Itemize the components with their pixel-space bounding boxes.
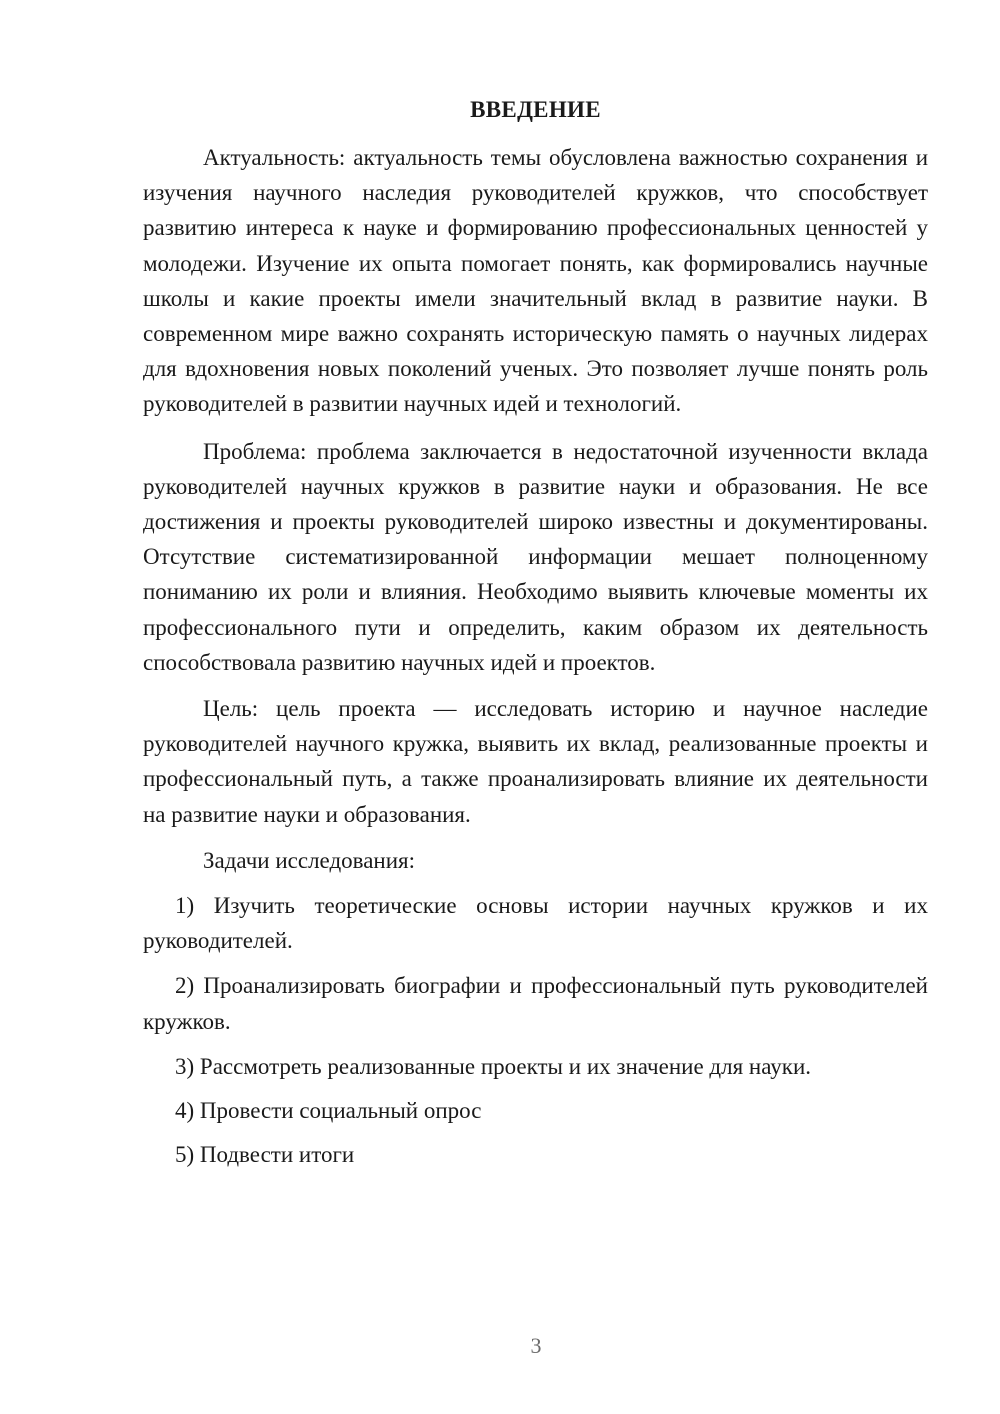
task-item: 5) Подвести итоги <box>175 1142 355 1168</box>
task-item: 1) Изучить теоретические основы истории научных кружков и их руководителей. <box>143 893 928 954</box>
section-title: ВВЕДЕНИЕ <box>470 97 601 122</box>
goal-paragraph: Цель: цель проекта — исследовать историю и научное наследие руководителей научного кружка, выявить их вклад, реализованные проекты и профессиональный путь, а также проанализировать влияние их деятельности на развитие науки и образования. <box>143 696 928 827</box>
page-number: 3 <box>530 1333 542 1358</box>
task-item: 3) Рассмотреть реализованные проекты и их значение для науки. <box>175 1053 812 1079</box>
page-content <box>143 92 928 1172</box>
task-item: 4) Провести социальный опрос <box>175 1098 482 1124</box>
tasks-heading: Задачи исследования: <box>203 847 416 873</box>
task-item: 2) Проанализировать биографии и профессиональный путь руководителей кружков. <box>143 973 928 1034</box>
tasks-list <box>143 888 928 1172</box>
relevance-paragraph: Актуальность: актуальность темы обусловлена важностью сохранения и изучения научного наследия руководителей кружков, что способствует развитию интереса к науке и формированию профессиональных ценностей у молодежи. Изучение их опыта помогает понять, как формировались научные школы и какие проекты имели значительный вклад в развитие науки. В современном мире важно сохранять историческую память о научных лидерах для вдохновения новых поколений ученых. Это позволяет лучше понять роль руководителей в развитии научных идей и технологий. <box>143 145 928 417</box>
problem-paragraph: Проблема: проблема заключается в недостаточной изученности вклада руководителей научных кружков в развитие науки и образования. Не все достижения и проекты руководителей широко известны и документированы. Отсутствие систематизированной информации мешает полноценному пониманию их роли и влияния. Необходимо выявить ключевые моменты их профессионального пути и определить, каким образом их деятельность способствовала развитию научных идей и проектов. <box>143 438 928 675</box>
